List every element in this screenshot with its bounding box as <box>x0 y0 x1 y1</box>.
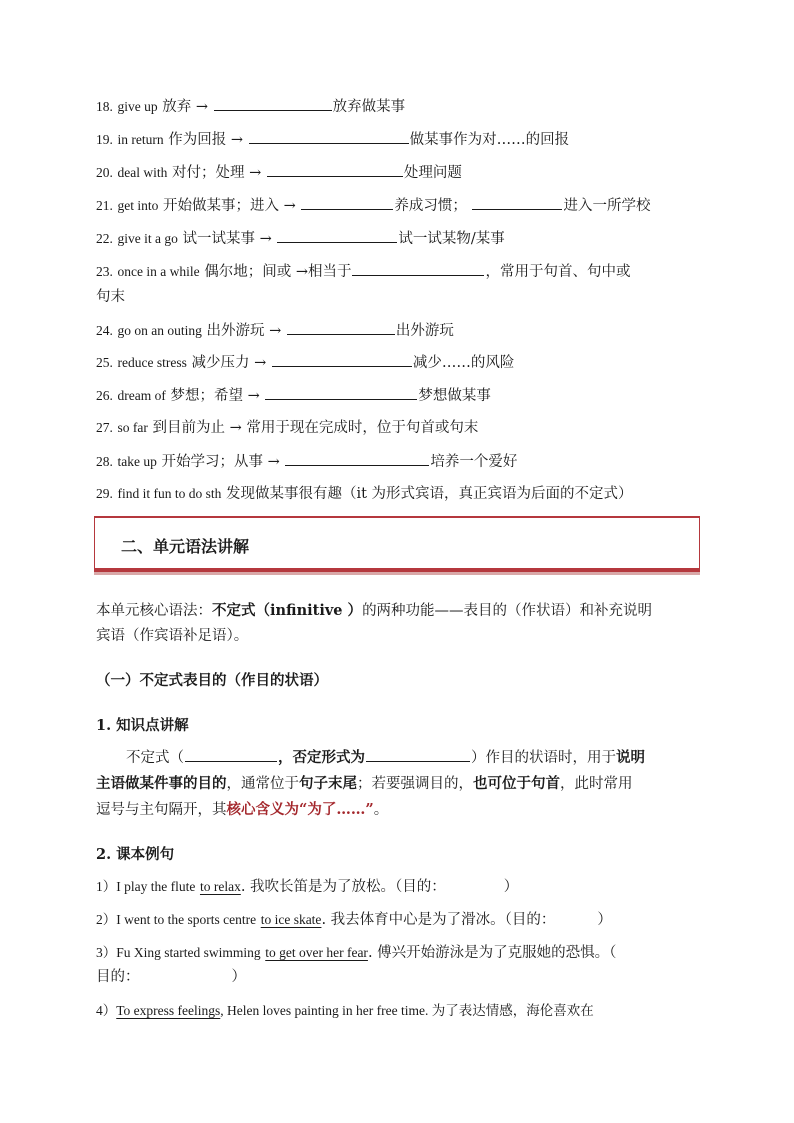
answer-blank[interactable] <box>265 385 417 400</box>
section-header <box>94 516 700 572</box>
phrase-meaning: 梦想做某事 <box>418 388 491 404</box>
arrow: → <box>230 132 243 148</box>
vocab-item-29 <box>96 484 694 504</box>
explanation-paragraph <box>96 745 694 823</box>
arrow: → <box>254 355 267 371</box>
answer-blank[interactable] <box>277 228 397 243</box>
answer-blank[interactable] <box>352 261 484 276</box>
explain-highlight: 核心含义为“为了……” <box>226 801 374 818</box>
phrase-cn: 偶尔地；间或 <box>204 264 292 280</box>
example-underlined: to get over her fear <box>265 945 368 960</box>
vocab-item-22 <box>96 228 694 249</box>
example-underlined: to ice skate <box>260 912 322 927</box>
phrase-en: give up <box>117 99 158 114</box>
phrase-cn: 发现做某事很有趣（it 为形式宾语，真正宾语为后面的不定式） <box>225 486 633 502</box>
phrase-cn: 到目前为止 <box>152 420 225 436</box>
vocab-item-21 <box>96 195 694 216</box>
phrase-cn: 开始做某事；进入 <box>162 198 279 214</box>
explain-text: 逗号与主句隔开，其 <box>96 802 227 818</box>
intro-bold: 不定式（infinitive ） <box>212 602 363 619</box>
phrase-cn: 减少压力 <box>191 355 250 371</box>
arrow: → <box>229 420 242 436</box>
item-number: 18. <box>96 99 113 114</box>
example-number: 3） <box>96 945 117 960</box>
answer-blank[interactable] <box>366 747 470 762</box>
example-4 <box>96 1001 694 1021</box>
item-number: 29. <box>96 486 113 501</box>
vocab-item-19 <box>96 129 694 150</box>
example-3-cont <box>96 967 694 987</box>
example-text: Fu Xing started swimming <box>116 945 261 960</box>
phrase-cn: 放弃 <box>162 99 192 115</box>
example-text: . 傅兴开始游泳是为了克服她的恐惧。（ <box>367 945 617 961</box>
section-title: 二、单元语法讲解 <box>121 537 250 556</box>
intro-paragraph <box>96 598 694 649</box>
phrase-meaning: 相当于 <box>307 264 352 280</box>
phrase-meaning: 处理问题 <box>403 165 462 181</box>
answer-blank[interactable] <box>185 747 277 762</box>
phrase-meaning: 进入一所学校 <box>563 198 651 214</box>
answer-blank[interactable] <box>285 451 429 466</box>
phrase-cn: 开始学习；从事 <box>161 454 263 470</box>
phrase-meaning: 培养一个爱好 <box>430 454 518 470</box>
example-text: I went to the sports centre <box>116 912 257 927</box>
arrow: → <box>295 264 308 280</box>
phrase-cn: 试一试某事 <box>182 231 255 247</box>
phrase-meaning: 出外游玩 <box>395 323 454 339</box>
example-number: 2） <box>96 912 117 927</box>
answer-blank[interactable] <box>267 162 403 177</box>
item-number: 26. <box>96 388 113 403</box>
phrase-en: get into <box>117 198 159 213</box>
intro-text: 宾语（作宾语补足语）。 <box>96 628 249 644</box>
explain-text: 。 <box>373 802 389 818</box>
phrase-cn: 梦想；希望 <box>170 388 243 404</box>
item-number: 22. <box>96 231 113 246</box>
answer-blank[interactable] <box>272 352 412 367</box>
explain-bold: 句子末尾 <box>299 775 357 792</box>
phrase-en: dream of <box>117 388 166 403</box>
example-underlined: To express feelings <box>116 1003 221 1018</box>
explain-bold: 否定形式为 <box>292 749 365 766</box>
examples-heading: 2. 课本例句 <box>96 846 175 863</box>
vocab-item-23-cont <box>96 287 694 307</box>
phrase-en: give it a go <box>117 231 178 246</box>
example-text: ） <box>597 912 612 928</box>
explain-text: ，通常位于 <box>226 776 299 792</box>
vocab-item-25 <box>96 352 694 373</box>
intro-text: 本单元核心语法： <box>96 603 212 619</box>
knowledge-heading: 1. 知识点讲解 <box>96 717 189 734</box>
arrow: → <box>195 99 208 115</box>
example-2 <box>96 910 694 930</box>
phrase-meaning: 减少……的风险 <box>412 355 515 371</box>
phrase-en: in return <box>117 132 164 147</box>
arrow: → <box>247 388 260 404</box>
example-text: ） <box>503 879 519 895</box>
explain-bold: 也可位于句首 <box>473 775 560 792</box>
explain-text: ，此时常用 <box>560 776 633 792</box>
item-number: 21. <box>96 198 113 213</box>
phrase-meaning: 句末 <box>96 289 125 305</box>
item-number: 24. <box>96 323 113 338</box>
example-text: , Helen loves painting in her free time. 为了表达情感，海伦喜欢在 <box>220 1003 594 1018</box>
vocab-item-28 <box>96 451 694 472</box>
answer-blank[interactable] <box>472 195 562 210</box>
arrow: → <box>283 198 296 214</box>
phrase-meaning: 养成习惯； <box>394 198 467 214</box>
phrase-en: go on an outing <box>117 323 202 338</box>
subsection-heading: （一）不定式表目的（作目的状语） <box>96 672 328 689</box>
arrow: → <box>269 323 282 339</box>
item-number: 19. <box>96 132 113 147</box>
explain-text: ， <box>278 749 293 766</box>
example-3 <box>96 943 694 963</box>
example-1 <box>96 877 694 897</box>
vocab-item-24 <box>96 320 694 341</box>
phrase-meaning: 常用于现在完成时，位于句首或句末 <box>246 420 479 436</box>
phrase-en: so far <box>117 420 148 435</box>
vocab-item-26 <box>96 385 694 406</box>
example-text: . 我吹长笛是为了放松。（目的： <box>240 879 446 895</box>
example-underlined: to relax <box>199 879 241 894</box>
arrow: → <box>259 231 272 247</box>
phrase-cn: 作为回报 <box>168 132 227 148</box>
item-number: 23. <box>96 264 113 279</box>
example-text: . 我去体育中心是为了滑冰。（目的： <box>321 912 556 928</box>
example-number: 4） <box>96 1003 117 1018</box>
vocab-item-20 <box>96 162 694 183</box>
explain-text: ）作目的状语时，用于 <box>471 750 616 766</box>
intro-text: 的两种功能——表目的（作状语）和补充说明 <box>362 603 653 619</box>
phrase-meaning: 做某事作为对……的回报 <box>409 132 570 148</box>
explain-bold: 说明 <box>616 749 645 766</box>
phrase-meaning: 试一试某物/某事 <box>398 231 505 247</box>
item-number: 25. <box>96 355 113 370</box>
arrow: → <box>267 454 280 470</box>
answer-blank[interactable] <box>287 320 395 335</box>
example-text: 目的： <box>96 969 140 985</box>
phrase-meaning: ，常用于句首、句中或 <box>485 264 631 280</box>
explain-text: ；若要强调目的， <box>357 776 473 792</box>
item-number: 27. <box>96 420 113 435</box>
example-text: ） <box>231 969 246 985</box>
phrase-en: reduce stress <box>117 355 187 370</box>
arrow: → <box>249 165 262 181</box>
item-number: 20. <box>96 165 113 180</box>
example-number: 1） <box>96 879 117 894</box>
vocab-item-23 <box>96 261 694 282</box>
phrase-cn: 出外游玩 <box>206 323 265 339</box>
vocab-item-18 <box>96 96 694 117</box>
phrase-meaning: 放弃做某事 <box>332 99 406 115</box>
answer-blank[interactable] <box>249 129 409 144</box>
vocab-item-27 <box>96 418 694 438</box>
phrase-cn: 对付；处理 <box>171 165 245 181</box>
phrase-en: find it fun to do sth <box>117 486 222 501</box>
phrase-en: once in a while <box>117 264 200 279</box>
answer-blank[interactable] <box>214 96 332 111</box>
example-text: I play the flute <box>116 879 196 894</box>
explain-bold: 主语做某件事的目的 <box>96 775 227 792</box>
phrase-en: deal with <box>117 165 168 180</box>
item-number: 28. <box>96 454 113 469</box>
phrase-en: take up <box>117 454 157 469</box>
explain-text: 不定式（ <box>126 750 184 766</box>
answer-blank[interactable] <box>301 195 393 210</box>
